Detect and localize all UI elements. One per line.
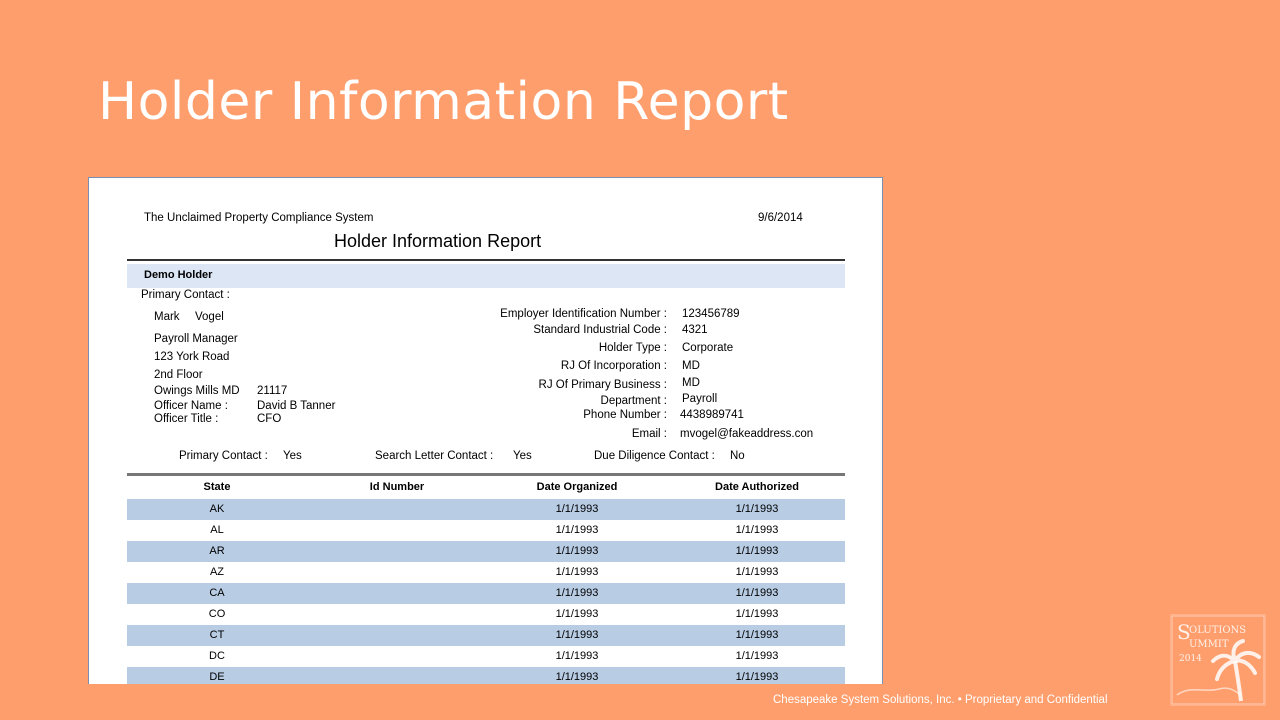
cell-date-authorized: 1/1/1993 bbox=[735, 503, 779, 515]
cell-state: DE bbox=[209, 671, 225, 683]
field-value: Corporate bbox=[682, 342, 734, 354]
cell-date-authorized: 1/1/1993 bbox=[735, 629, 779, 641]
solutions-summit-logo bbox=[1170, 614, 1266, 706]
column-header: Date Authorized bbox=[715, 481, 799, 493]
cell-date-authorized: 1/1/1993 bbox=[735, 566, 779, 578]
cell-state: CA bbox=[209, 587, 225, 599]
primary-contact-label: Primary Contact : bbox=[141, 289, 230, 301]
logo-line1: OLUTIONS bbox=[1189, 625, 1247, 636]
flag-primary-value: Yes bbox=[283, 450, 302, 462]
report-title: Holder Information Report bbox=[334, 231, 542, 251]
officer-title: CFO bbox=[257, 413, 282, 425]
table-header bbox=[127, 477, 845, 499]
table-row bbox=[127, 520, 845, 541]
slide-title: Holder Information Report bbox=[98, 72, 789, 132]
officer-name-label: Officer Name : bbox=[154, 400, 228, 412]
table-row bbox=[127, 562, 845, 583]
field-value: 123456789 bbox=[682, 308, 740, 320]
field-label: Phone Number : bbox=[583, 409, 667, 421]
cell-date-organized: 1/1/1993 bbox=[555, 566, 599, 578]
contact-last-name: Vogel bbox=[195, 311, 224, 323]
officer-title-label: Officer Title : bbox=[154, 413, 219, 425]
contact-first-name: Mark bbox=[154, 311, 180, 323]
logo-year: 2014 bbox=[1179, 654, 1202, 664]
flag-search-label: Search Letter Contact : bbox=[375, 450, 494, 462]
report-screenshot bbox=[88, 177, 883, 684]
field-label: Holder Type : bbox=[598, 342, 667, 354]
table-row bbox=[127, 583, 845, 604]
field-value: 4438989741 bbox=[680, 409, 744, 421]
table-row bbox=[127, 646, 845, 667]
table-row bbox=[127, 541, 845, 562]
field-label: RJ Of Primary Business : bbox=[538, 379, 667, 391]
field-label: Standard Industrial Code : bbox=[533, 324, 667, 336]
cell-date-organized: 1/1/1993 bbox=[555, 545, 599, 557]
svg-text:S: S bbox=[1177, 620, 1191, 644]
flag-due-value: No bbox=[730, 450, 745, 462]
contact-address2: 2nd Floor bbox=[154, 369, 203, 381]
cell-date-organized: 1/1/1993 bbox=[555, 671, 599, 683]
column-header: Date Organized bbox=[536, 481, 618, 493]
column-header: Id Number bbox=[369, 481, 425, 493]
cell-date-authorized: 1/1/1993 bbox=[735, 524, 779, 536]
flag-due-label: Due Diligence Contact : bbox=[594, 450, 715, 462]
cell-state: CT bbox=[209, 629, 225, 641]
field-label: Department : bbox=[600, 395, 667, 407]
contact-zip: 21117 bbox=[257, 385, 288, 397]
column-header: State bbox=[203, 481, 231, 493]
cell-date-organized: 1/1/1993 bbox=[555, 524, 599, 536]
cell-date-organized: 1/1/1993 bbox=[555, 650, 599, 662]
field-value: mvogel@fakeaddress.con bbox=[680, 428, 814, 440]
cell-date-organized: 1/1/1993 bbox=[555, 503, 599, 515]
cell-state: DC bbox=[209, 650, 225, 662]
field-label: RJ Of Incorporation : bbox=[560, 360, 667, 372]
cell-state: AL bbox=[210, 524, 224, 536]
cell-state: AR bbox=[209, 545, 225, 557]
field-value: Payroll bbox=[682, 393, 718, 405]
cell-date-organized: 1/1/1993 bbox=[555, 608, 599, 620]
holder-bar bbox=[127, 264, 845, 288]
table-row bbox=[127, 667, 845, 684]
divider bbox=[127, 259, 845, 261]
contact-title: Payroll Manager bbox=[154, 333, 238, 345]
cell-state: AK bbox=[209, 503, 225, 515]
flag-primary-label: Primary Contact : bbox=[179, 450, 268, 462]
cell-state: CO bbox=[208, 608, 226, 620]
field-value: 4321 bbox=[682, 324, 708, 336]
cell-date-authorized: 1/1/1993 bbox=[735, 671, 779, 683]
logo-line2: UMMIT bbox=[1189, 639, 1229, 650]
cell-date-authorized: 1/1/1993 bbox=[735, 650, 779, 662]
table-row bbox=[127, 604, 845, 625]
contact-address1: 123 York Road bbox=[154, 351, 230, 363]
field-label: Employer Identification Number : bbox=[500, 308, 667, 320]
table-row bbox=[127, 625, 845, 646]
cell-date-authorized: 1/1/1993 bbox=[735, 587, 779, 599]
cell-date-authorized: 1/1/1993 bbox=[735, 545, 779, 557]
officer-name: David B Tanner bbox=[257, 400, 336, 412]
contact-city-state: Owings Mills MD bbox=[154, 385, 240, 397]
cell-date-organized: 1/1/1993 bbox=[555, 587, 599, 599]
holder-name: Demo Holder bbox=[144, 269, 213, 281]
flag-search-value: Yes bbox=[513, 450, 532, 462]
palm-tree-icon bbox=[1171, 615, 1265, 705]
divider bbox=[127, 473, 845, 476]
field-value: MD bbox=[682, 360, 700, 372]
cell-state: AZ bbox=[209, 566, 225, 578]
field-label: Email : bbox=[631, 428, 667, 440]
cell-date-authorized: 1/1/1993 bbox=[735, 608, 779, 620]
report-date: 9/6/2014 bbox=[758, 212, 803, 224]
slide-footer: Chesapeake System Solutions, Inc. • Proprietary and Confidential bbox=[773, 694, 1108, 706]
system-name: The Unclaimed Property Compliance System bbox=[144, 212, 374, 224]
cell-date-organized: 1/1/1993 bbox=[555, 629, 599, 641]
table-row bbox=[127, 499, 845, 520]
field-value: MD bbox=[682, 377, 700, 389]
